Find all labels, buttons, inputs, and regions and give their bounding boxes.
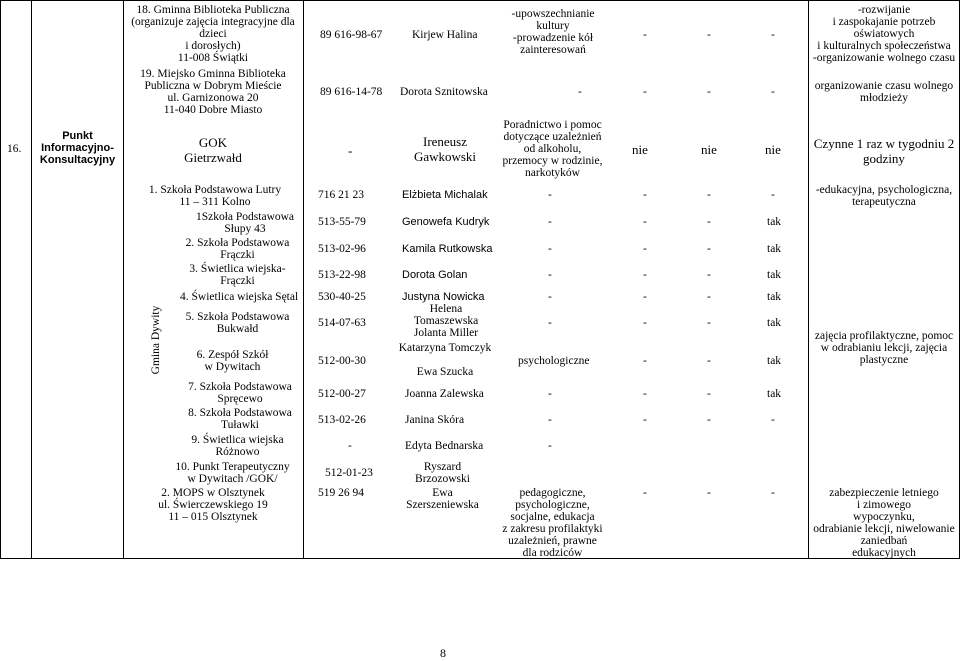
grid-line (303, 0, 304, 558)
phone-r19: 89 616-14-78 (320, 86, 383, 98)
col3-d1: - (771, 189, 775, 201)
offer-d1: - (548, 189, 552, 201)
offer-r19: - (578, 86, 582, 98)
grid-line (31, 0, 32, 558)
institution-d2: 1Szkoła Podstawowa Słupy 43 (195, 211, 295, 235)
page-number: 8 (440, 646, 446, 660)
col1-d4: - (643, 269, 647, 281)
col1-d5: - (643, 291, 647, 303)
notes-r19: organizowanie czasu wolnego młodzieży (814, 80, 954, 104)
phone-d1: 716 21 23 (318, 189, 364, 201)
notes-dywity: zajęcia profilaktyczne, pomoc w odrabianiu lekcji, zajęcia plastyczne (814, 330, 954, 366)
col3-d8: tak (767, 388, 782, 400)
col3-d7: tak (767, 355, 782, 367)
col1-d8: - (643, 388, 647, 400)
person-d7: Katarzyna Tomczyk Ewa Szucka (398, 342, 492, 378)
person-d6: Helena Tomaszewska Jolanta Miller (413, 303, 479, 339)
offer-d8: - (548, 388, 552, 400)
person-d10: Edyta Bednarska (405, 440, 484, 452)
notes-gok: Czynne 1 raz w tygodniu 2 godziny (813, 136, 955, 166)
col1-gok: nie (632, 142, 648, 157)
person-d3: Kamila Rutkowska (402, 243, 493, 255)
col1-d1: - (643, 189, 647, 201)
offer-d6: - (548, 317, 552, 329)
person-d5: Justyna Nowicka (402, 291, 485, 303)
institution-d7: 6. Zespół Szkół w Dywitach (196, 349, 269, 373)
phone-d7: 512-00-30 (318, 355, 366, 367)
person-d9: Janina Skóra (405, 414, 465, 426)
col2-d5: - (707, 291, 711, 303)
institution-r19: 19. Miejsko Gminna Biblioteka Publiczna w Dobrym Mieście ul. Garnizonowa 20 11-040 Dobre Miasto (140, 68, 286, 116)
phone-d10: - (348, 440, 352, 452)
col2-d1: - (707, 189, 711, 201)
col1-r18: - (643, 29, 647, 41)
phone-d8: 512-00-27 (318, 388, 366, 400)
person-d8: Joanna Zalewska (405, 388, 484, 400)
col1-d2: - (643, 216, 647, 228)
phone-d6: 514-07-63 (318, 317, 366, 329)
person-d1: Elżbieta Michalak (402, 189, 488, 201)
col2-mops: - (707, 487, 711, 499)
gmina-label: Gmina Dywity (150, 305, 162, 375)
col1-d6: - (643, 317, 647, 329)
col2-d2: - (707, 216, 711, 228)
phone-d11: 512-01-23 (325, 467, 373, 479)
section-title: Punkt Informacyjno- Konsultacyjny (39, 130, 116, 166)
offer-r18: -upowszechnianie kultury -prowadzenie kół zainteresowań (511, 8, 595, 56)
col2-r18: - (707, 29, 711, 41)
notes-r18: -rozwijanie i zaspokajanie potrzeb oświatowych i kulturalnych społeczeństwa -organizowanie wolnego czasu (812, 4, 956, 64)
institution-d6: 5. Szkoła Podstawowa Bukwałd (185, 311, 290, 335)
col3-d4: tak (767, 269, 782, 281)
col2-d6: - (707, 317, 711, 329)
offer-d5: - (548, 291, 552, 303)
institution-d10: 9. Świetlica wiejska Różnowo (191, 434, 284, 458)
phone-d5: 530-40-25 (318, 291, 366, 303)
person-d4: Dorota Golan (402, 269, 468, 281)
phone-d9: 513-02-26 (318, 414, 366, 426)
institution-d11: 10. Punkt Terapeutyczny w Dywitach /GOK/ (175, 461, 290, 485)
col3-d9: - (771, 414, 775, 426)
col3-d5: tak (767, 291, 782, 303)
person-d2: Genowefa Kudryk (402, 216, 490, 228)
grid-line (0, 0, 960, 1)
phone-gok: - (348, 143, 353, 158)
col2-gok: nie (701, 142, 717, 157)
col2-d4: - (707, 269, 711, 281)
col3-mops: - (771, 487, 775, 499)
col3-d2: tak (767, 216, 782, 228)
phone-d4: 513-22-98 (318, 269, 366, 281)
col1-r19: - (643, 86, 647, 98)
person-r18: Kirjew Halina (412, 29, 478, 41)
institution-r18: 18. Gminna Biblioteka Publiczna (organizuje zajęcia integracyjne dla dzieci i dorosłych) 11-008 Świątki (131, 4, 295, 64)
offer-d4: - (548, 269, 552, 281)
institution-d4: 3. Świetlica wiejska- Frączki (189, 263, 286, 287)
offer-d7: psychologiczne (518, 355, 590, 367)
person-mops: Ewa Szerszeniewska (406, 487, 479, 511)
notes-lutry: -edukacyjna, psychologiczna, terapeutyczna (815, 184, 953, 208)
phone-d2: 513-55-79 (318, 216, 366, 228)
offer-d3: - (548, 243, 552, 255)
institution-d9: 8. Szkoła Podstawowa Tuławki (188, 407, 292, 431)
person-gok: Ireneusz Gawkowski (413, 134, 477, 164)
col1-d3: - (643, 243, 647, 255)
col3-d6: tak (767, 317, 782, 329)
person-r19: Dorota Sznitowska (400, 86, 488, 98)
notes-mops: zabezpieczenie letniego i zimowego wypoczynku, odrabianie lekcji, niwelowanie zaniedbań edukacyjnych (813, 487, 955, 559)
offer-d2: - (548, 216, 552, 228)
col1-d7: - (643, 355, 647, 367)
phone-r18: 89 616-98-67 (320, 29, 383, 41)
col3-d3: tak (767, 243, 782, 255)
phone-mops: 519 26 94 (318, 487, 364, 499)
grid-line (0, 0, 1, 558)
col2-d9: - (707, 414, 711, 426)
col3-gok: nie (765, 142, 781, 157)
col2-d8: - (707, 388, 711, 400)
person-d11: Ryszard Brzozowski (415, 461, 470, 485)
offer-d10: - (548, 440, 552, 452)
offer-d9: - (548, 414, 552, 426)
institution-mops: 2. MOPS w Olsztynek ul. Świerczewskiego 19 11 – 015 Olsztynek (158, 487, 268, 523)
col1-mops: - (643, 487, 647, 499)
offer-gok: Poradnictwo i pomoc dotyczące uzależnień od alkoholu, przemocy w rodzinie, narkotyków (502, 119, 603, 179)
col2-r19: - (707, 86, 711, 98)
phone-d3: 513-02-96 (318, 243, 366, 255)
col2-d3: - (707, 243, 711, 255)
institution-d1: 1. Szkoła Podstawowa Lutry 11 – 311 Kolno (148, 184, 282, 208)
col2-d7: - (707, 355, 711, 367)
col3-r19: - (771, 86, 775, 98)
institution-d8: 7. Szkoła Podstawowa Spręcewo (188, 381, 292, 405)
institution-d5: 4. Świetlica wiejska Sętal (180, 291, 299, 303)
col1-d9: - (643, 414, 647, 426)
col3-r18: - (771, 29, 775, 41)
institution-gok: GOK Gietrzwałd (184, 135, 242, 165)
offer-mops: pedagogiczne, psychologiczne, socjalne, edukacja z zakresu profilaktyki uzależnień, prawne dla rodziców (502, 487, 603, 559)
institution-d3: 2. Szkoła Podstawowa Frączki (185, 237, 290, 261)
row-number: 16. (7, 143, 22, 155)
